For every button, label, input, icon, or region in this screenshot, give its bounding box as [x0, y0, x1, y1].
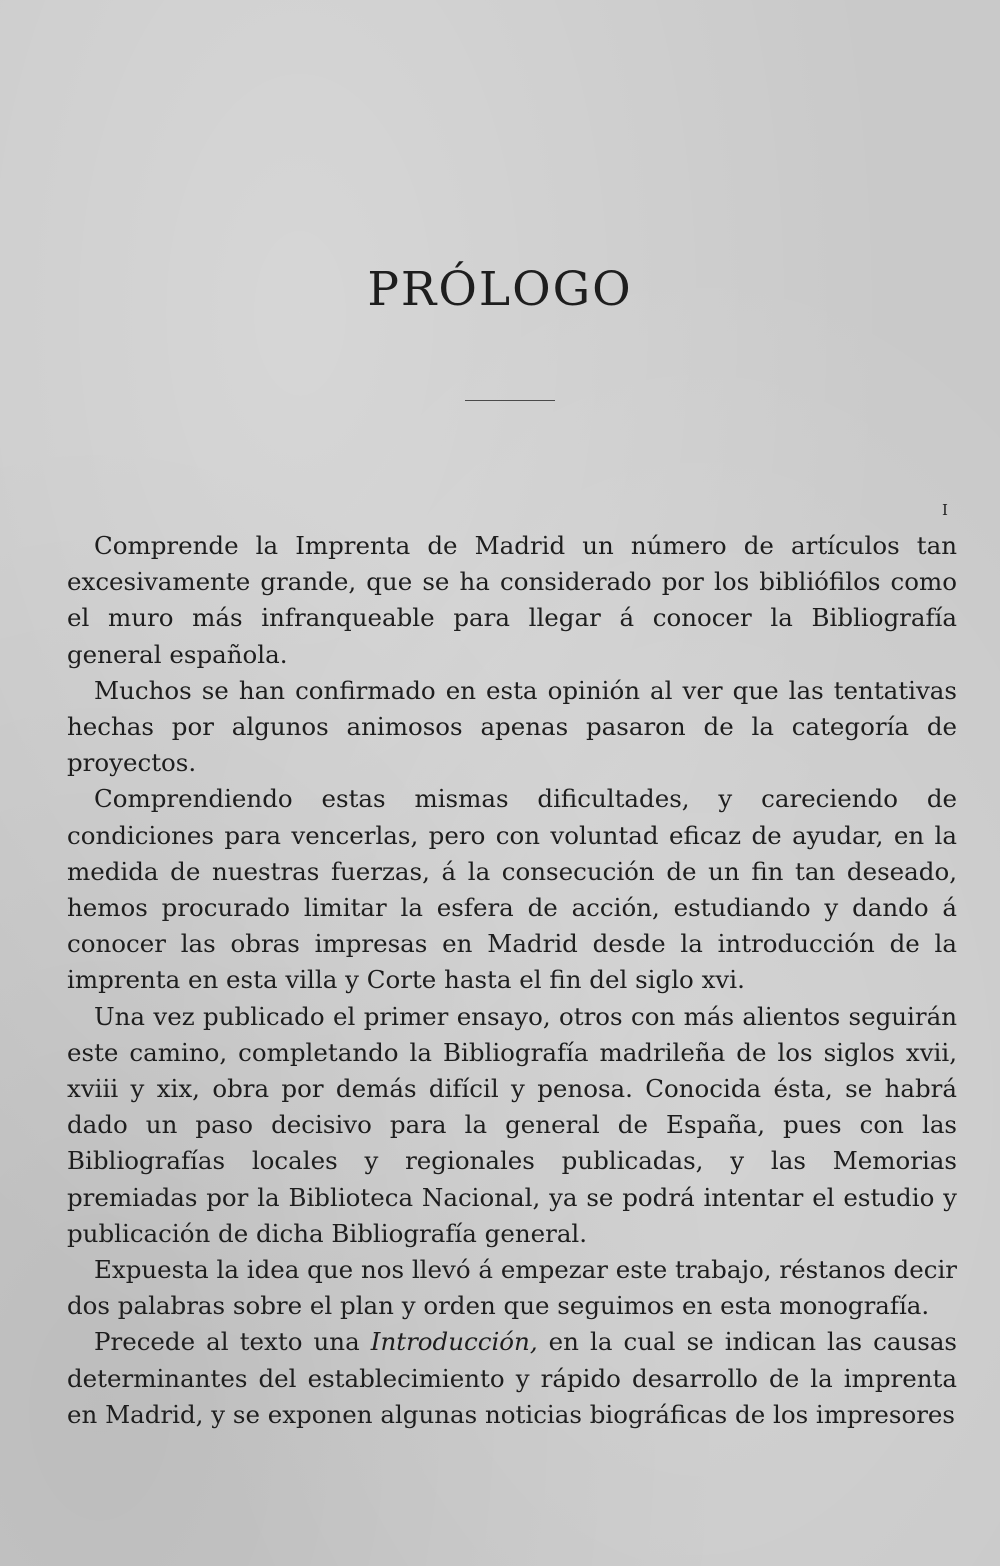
- title-divider: [465, 400, 555, 401]
- paragraph-3: Comprendiendo estas mismas dificultades, y careciendo de condiciones para vencerlas, pero con voluntad eficaz de ayudar, en la medida de nuestras fuerzas, á la consecución de un fin tan deseado, hemos procurado limitar la esfera de acción, estudiando y dando á conocer las obras impresas en Madrid desde la introducción de la imprenta en esta villa y Corte hasta el fin del siglo xvi.: [67, 784, 957, 995]
- paragraph-1: Comprende la Imprenta de Madrid un número de artículos tan excesivamente grande, que se ha considerado por los bibliófilos como el muro más infranqueable para llegar á conocer la Bibliografía general española.: [67, 531, 957, 669]
- page-title: PRÓLOGO: [367, 262, 633, 317]
- paragraph-5: Expuesta la idea que nos llevó á empezar este trabajo, réstanos decir dos palabras sobre el plan y orden que seguimos en esta monografía.: [67, 1255, 957, 1321]
- paragraph-2: Muchos se han confirmado en esta opinión al ver que las tentativas hechas por algunos animosos apenas pasaron de la categoría de proyectos.: [67, 675, 957, 778]
- page-signature-mark: I: [942, 501, 948, 519]
- paragraph-6: [67, 1324, 957, 1433]
- paragraph-6-lead: Precede al texto una: [94, 1327, 371, 1357]
- body-text: [67, 528, 957, 1433]
- paragraph-4: Una vez publicado el primer ensayo, otros con más alientos seguirán este camino, completando la Bibliografía madrileña de los siglos xvii, xviii y xix, obra por demás difícil y penosa. Conocida ésta, se habrá dado un paso decisivo para la general de España, pues con las Bibliografías locales y regionales publicadas, y las Memorias premiadas por la Biblioteca Nacional, ya se podrá intentar el estudio y publicación de dicha Bibliografía general.: [67, 1001, 957, 1248]
- paragraph-6-emphasis: Introducción,: [370, 1327, 538, 1357]
- paragraph-6-rest: en la cual se indican las causas determinantes del establecimiento y rápido desarrollo de la imprenta en Madrid, y se exponen algunas noticias biográficas de los impresores: [67, 1327, 957, 1429]
